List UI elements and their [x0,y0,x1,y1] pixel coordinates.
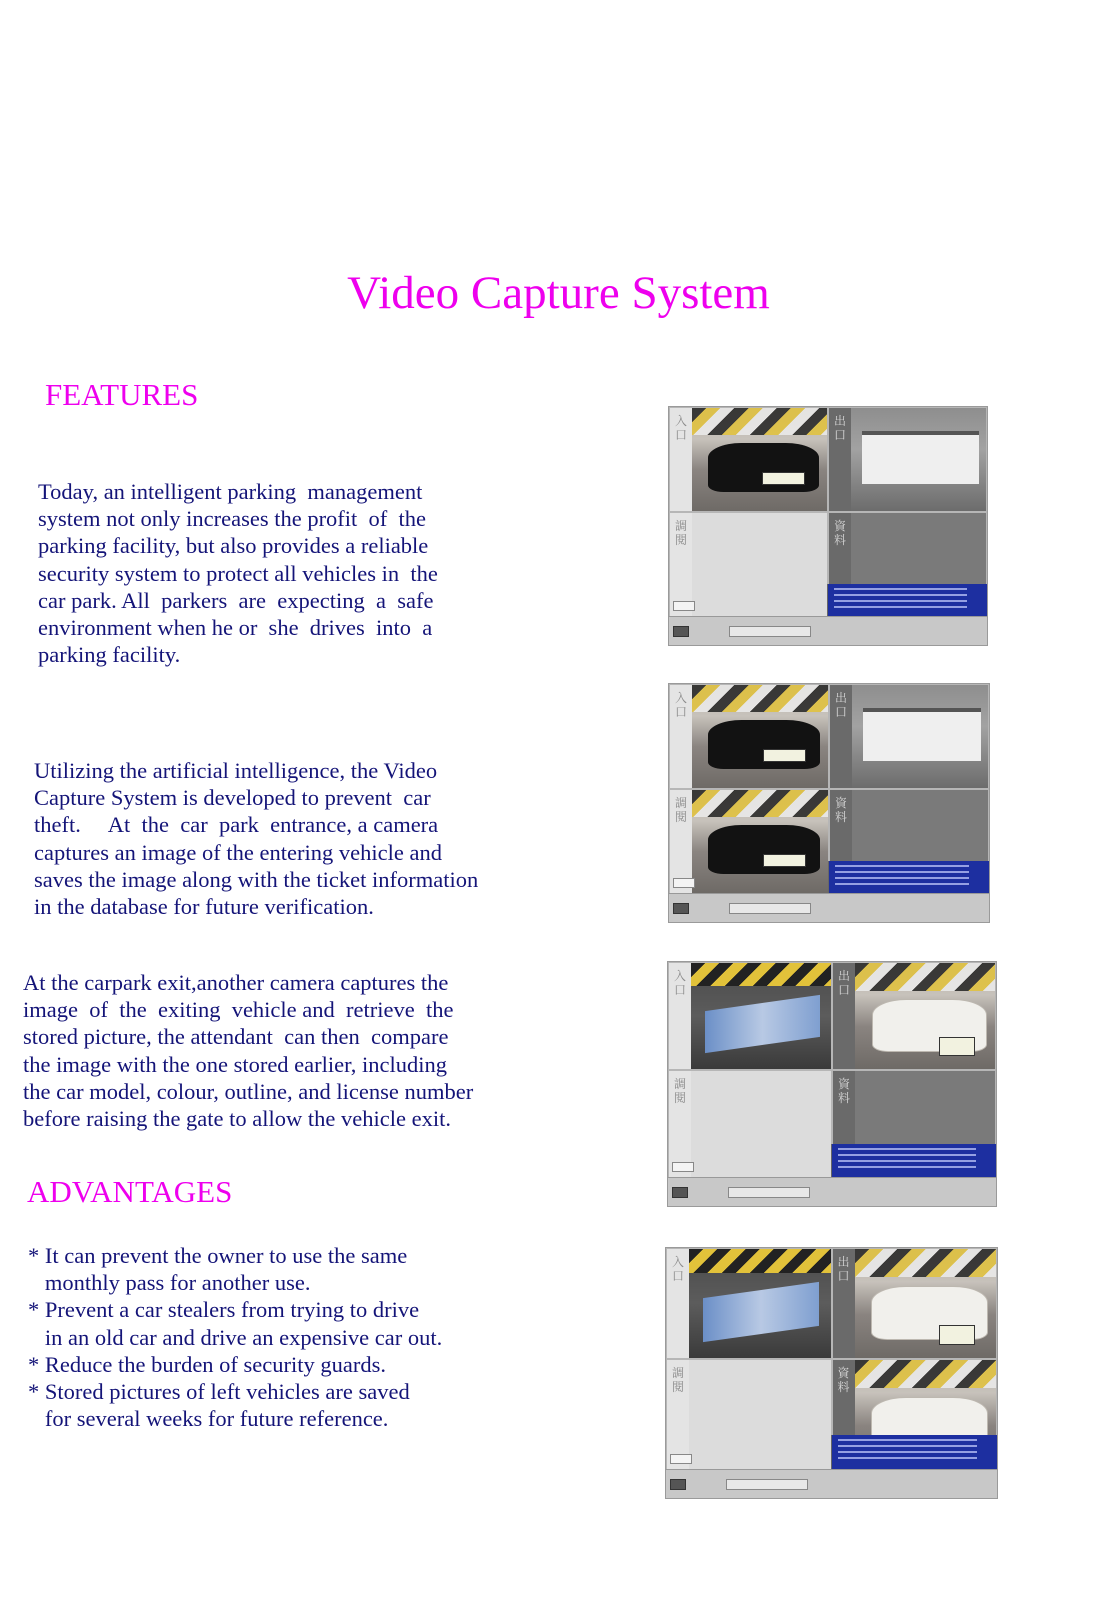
small-button [673,601,695,611]
pane-label: 入口 [670,685,692,788]
task-item [729,903,811,914]
text-line: the car model, colour, outline, and license number [23,1078,474,1104]
list-item: for several weeks for future reference. [28,1406,389,1432]
task-item [728,1187,810,1198]
pane-label: 調閱 [667,1360,689,1469]
taskbar [669,616,987,645]
text-line: Capture System is developed to prevent car [34,785,431,811]
car-photo [692,685,828,788]
event-log [831,1144,996,1178]
text-line: the image with the one stored earlier, including [23,1051,447,1077]
text-line: captures an image of the entering vehicle and [34,839,442,865]
pane-label: 資料 [833,1360,855,1469]
text-line: system not only increases the profit of the [38,506,427,532]
list-item: monthly pass for another use. [28,1270,311,1296]
exit-camera-pane [832,962,996,1070]
pane-label: 資料 [830,790,852,893]
features-paragraph-2 [34,757,478,920]
barrier-photo [691,963,831,1069]
list-item: * It can prevent the owner to use the same [28,1243,408,1268]
pane-label: 入口 [670,408,692,511]
start-icon [672,1187,688,1198]
pane-label: 資料 [833,1071,855,1177]
pane-label: 出口 [833,963,855,1069]
features-paragraph-1 [38,478,438,668]
text-line: environment when he or she drives into a [38,615,433,641]
event-log [827,584,987,617]
page-title: Video Capture System [347,267,770,319]
task-item [729,626,811,637]
pane-label: 入口 [667,1249,689,1358]
entrance-camera-pane [668,962,832,1070]
list-item: * Stored pictures of left vehicles are saved [28,1379,410,1405]
text-line: car park. All parkers are expecting a safe [38,587,434,613]
event-log [831,1435,998,1470]
entrance-camera-pane [666,1248,832,1359]
taskbar [666,1469,997,1498]
start-icon [670,1479,686,1490]
barrier-photo [689,1249,831,1358]
screenshot-entrance-saved [668,683,990,923]
pane-label: 調閱 [669,1071,691,1177]
pane-label: 調閱 [670,513,692,616]
text-line: saves the image along with the ticket information [34,866,479,892]
pane-label: 出口 [833,1249,855,1358]
small-button [670,1454,692,1464]
taskbar [669,893,989,922]
list-item: * Prevent a car stealers from trying to drive [28,1297,420,1323]
exit-camera-pane [829,684,989,789]
small-button [672,1162,694,1172]
task-item [726,1479,808,1490]
event-log [828,861,989,894]
gate-photo [851,408,986,511]
screenshot-entrance-capture [668,406,988,646]
text-line: parking facility, but also provides a reliable [38,533,429,559]
start-icon [673,626,689,637]
text-line: Today, an intelligent parking management [38,479,423,504]
text-line: stored picture, the attendant can then compare [23,1024,449,1050]
features-heading: FEATURES [45,377,199,412]
advantages-heading: ADVANTAGES [27,1174,233,1209]
pane-label: 出口 [830,685,852,788]
advantages-list [28,1242,442,1432]
pane-label: 入口 [669,963,691,1069]
text-line: in the database for future verification. [34,894,374,920]
car-photo [692,408,827,511]
features-paragraph-3 [23,969,473,1132]
text-line: image of the exiting vehicle and retrieve the [23,997,454,1023]
text-line: theft. At the car park entrance, a camera [34,812,439,838]
text-line: before raising the gate to allow the vehicle exit. [23,1106,451,1132]
pane-label: 調閱 [670,790,692,893]
taskbar [668,1177,996,1206]
list-item: in an old car and drive an expensive car out. [28,1324,443,1350]
screenshot-exit-compare [665,1247,998,1499]
text-line: At the carpark exit,another camera captures the [23,970,449,995]
pane-label: 出口 [829,408,851,511]
exit-camera-pane [828,407,987,512]
text-line: security system to protect all vehicles in the [38,560,438,586]
text-line: parking facility. [38,642,181,668]
exit-camera-pane [832,1248,998,1359]
car-photo [855,963,995,1069]
pane-label: 資料 [829,513,851,616]
entrance-camera-pane [669,684,829,789]
entrance-camera-pane [669,407,828,512]
text-line: Utilizing the artificial intelligence, the Video [34,758,438,783]
small-button [673,878,695,888]
gate-photo [852,685,988,788]
list-item: * Reduce the burden of security guards. [28,1351,387,1377]
screenshot-exit-capture [667,961,997,1207]
car-photo [692,790,828,893]
car-photo [855,1249,997,1358]
start-icon [673,903,689,914]
